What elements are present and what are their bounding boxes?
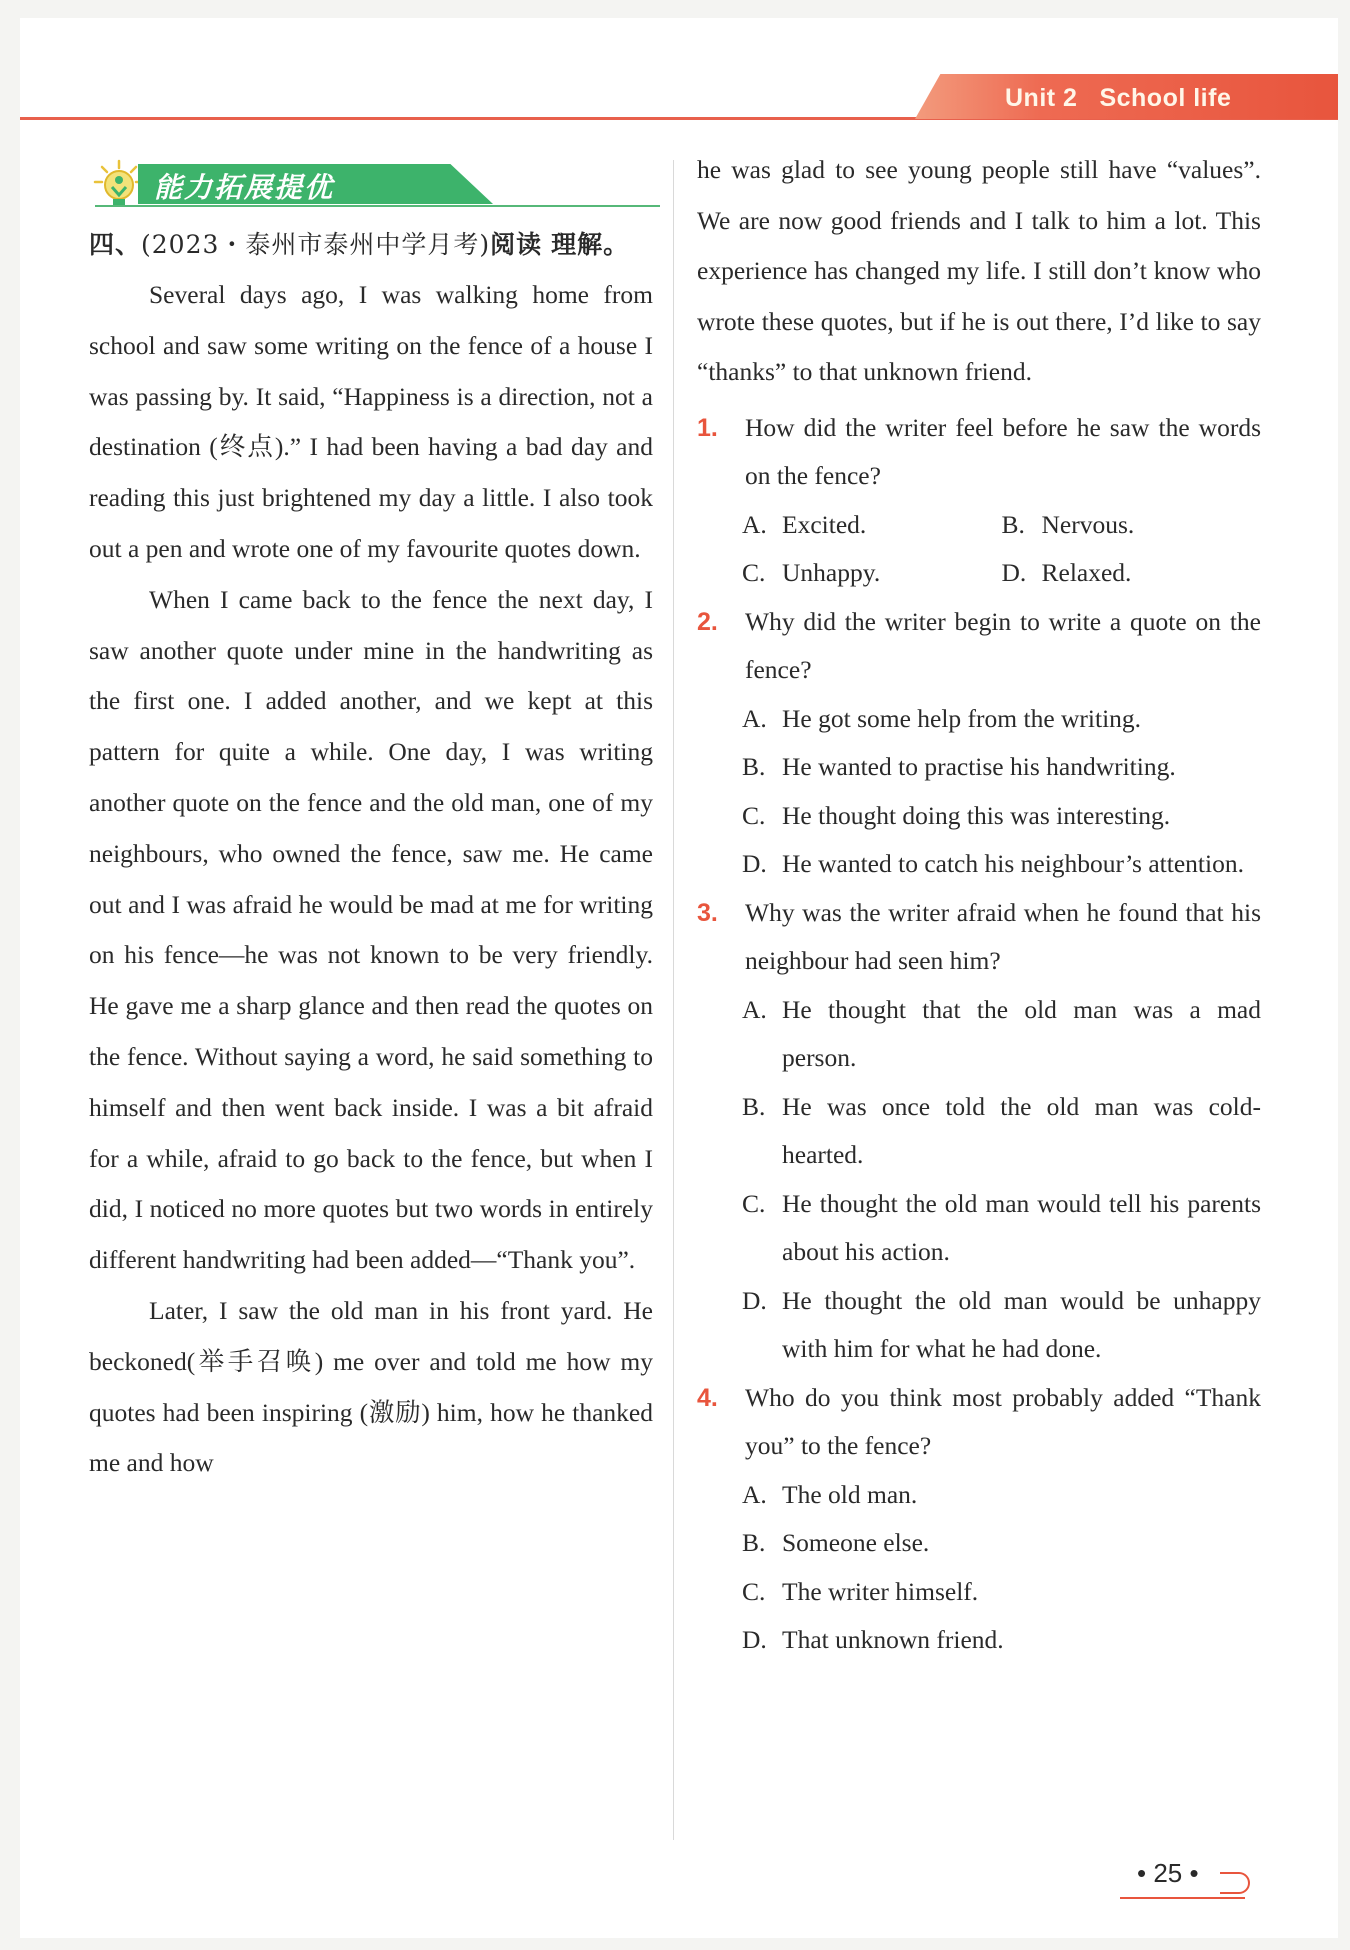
- option-text: Nervous.: [1041, 509, 1135, 539]
- passage-continued: he was glad to see young people still have “values”. We are now good friends and I talk to him a lot. This experience has changed my life. I still don’t know who wrote these quotes, but if he is out there, I’d like to say “thanks” to that unknown friend.: [697, 155, 1261, 386]
- option-letter: D.: [742, 1625, 767, 1654]
- page-arrow-icon: [1220, 1872, 1250, 1894]
- question-number: 1.: [697, 413, 718, 442]
- question-text: How did the writer feel before he saw the words on the fence?: [745, 412, 1261, 490]
- passage-paragraph-1: Several days ago, I was walking home from school and saw some writing on the fence of a house I was passing by. It said, “Happiness is a direction, not a destination (终点).” I had been having a bad day and reading this just brightened my day a little. I also took out a pen and wrote one of my favourite quotes down.: [89, 280, 653, 563]
- option-text: Excited.: [782, 509, 867, 539]
- option-b[interactable]: [742, 1083, 1261, 1180]
- option-letter: D.: [1001, 558, 1027, 587]
- question-2-options: [697, 695, 1261, 889]
- option-text: That unknown friend.: [782, 1625, 1004, 1654]
- task-heading: [89, 219, 653, 270]
- passage-paragraph-3: Later, I saw the old man in his front yard. He beckoned(举手召唤) me over and told me how my quotes had been inspiring (激励) him, how he thanked me and how: [89, 1295, 653, 1478]
- option-b[interactable]: [1002, 501, 1262, 550]
- option-letter: A.: [742, 509, 767, 539]
- column-divider: [673, 160, 674, 1840]
- question-number: 4.: [697, 1383, 718, 1412]
- option-a[interactable]: [742, 986, 1261, 1083]
- task-title-part2: 理解。: [551, 230, 630, 259]
- option-letter: C.: [742, 1576, 766, 1606]
- question-text: Who do you think most probably added “Thank you” to the fence?: [745, 1382, 1261, 1460]
- section-badge: [90, 158, 660, 208]
- option-a[interactable]: [742, 695, 1261, 744]
- question-1: [697, 404, 1261, 501]
- option-text: Someone else.: [782, 1528, 930, 1557]
- question-4-options: [697, 1471, 1261, 1665]
- question-text: Why did the writer begin to write a quote on the fence?: [745, 606, 1261, 684]
- option-d[interactable]: [742, 840, 1261, 889]
- option-c[interactable]: [742, 792, 1261, 841]
- badge-underline: [95, 205, 660, 207]
- option-letter: A.: [742, 1479, 767, 1509]
- option-letter: B.: [742, 752, 766, 781]
- option-letter: B.: [1001, 509, 1025, 539]
- option-letter: D.: [742, 849, 767, 878]
- option-letter: C.: [742, 800, 766, 830]
- task-number: 四、: [89, 230, 142, 259]
- option-text: The writer himself.: [782, 1576, 979, 1606]
- option-letter: A.: [742, 703, 767, 733]
- option-letter: C.: [742, 558, 766, 587]
- question-3: [697, 889, 1261, 986]
- question-1-options: [697, 501, 1261, 598]
- option-text: He thought the old man would tell his parents about his action.: [782, 1188, 1261, 1266]
- option-text: He thought doing this was interesting.: [782, 800, 1171, 830]
- option-text: He got some help from the writing.: [782, 703, 1142, 733]
- left-column: [89, 219, 653, 1489]
- option-d[interactable]: [742, 1616, 1261, 1665]
- option-letter: C.: [742, 1188, 766, 1218]
- option-text: He wanted to practise his handwriting.: [782, 752, 1176, 781]
- option-text: He wanted to catch his neighbour’s attention.: [782, 849, 1244, 878]
- option-c[interactable]: [742, 549, 1002, 598]
- option-d[interactable]: [1002, 549, 1262, 598]
- page-number-underline: [1120, 1897, 1245, 1899]
- badge-label: 能力拓展提优: [154, 171, 335, 204]
- question-3-options: [697, 986, 1261, 1374]
- option-b[interactable]: [742, 1519, 1261, 1568]
- option-text: The old man.: [782, 1479, 918, 1509]
- option-c[interactable]: [742, 1568, 1261, 1617]
- option-text: He was once told the old man was cold-hearted.: [782, 1091, 1261, 1169]
- page-number: • 25 •: [1137, 1858, 1199, 1888]
- option-letter: A.: [742, 994, 767, 1024]
- question-2: [697, 598, 1261, 695]
- passage-paragraph-2: When I came back to the fence the next day, I saw another quote under mine in the handwriting as the first one. I added another, and we kept at this pattern for quite a while. One day, I was writing another quote on the fence and the old man, one of my neighbours, who owned the fence, saw me. He came out and I was afraid he would be mad at me for writing on his fence—he was not known to be very friendly. He gave me a sharp glance and then read the quotes on the fence. Without saying a word, he said something to himself and then went back inside. I was a bit afraid for a while, afraid to go back to the fence, but when I did, I noticed no more quotes but two words in entirely different handwriting had been added—“Thank you”.: [89, 584, 653, 1275]
- question-4: [697, 1374, 1261, 1471]
- question-text: Why was the writer afraid when he found that his neighbour had seen him?: [745, 897, 1261, 975]
- task-title-part1: 阅读: [490, 230, 543, 259]
- option-a[interactable]: [742, 501, 1002, 550]
- unit-title: School life: [1099, 83, 1232, 112]
- option-text: Unhappy.: [782, 558, 881, 587]
- question-number: 2.: [697, 607, 718, 636]
- unit-number: Unit 2: [1005, 83, 1078, 112]
- option-a[interactable]: [742, 1471, 1261, 1520]
- task-source: (2023・泰州市泰州中学月考): [141, 230, 491, 259]
- option-c[interactable]: [742, 1180, 1261, 1277]
- right-column: [697, 145, 1261, 1665]
- option-letter: D.: [742, 1285, 767, 1315]
- option-text: He thought that the old man was a mad person.: [782, 994, 1261, 1072]
- option-letter: B.: [742, 1528, 766, 1557]
- option-text: Relaxed.: [1041, 558, 1132, 587]
- option-b[interactable]: [742, 743, 1261, 792]
- question-number: 3.: [697, 898, 718, 927]
- option-letter: B.: [742, 1091, 766, 1121]
- unit-header: [1005, 80, 1231, 116]
- option-text: He thought the old man would be unhappy with him for what he had done.: [782, 1285, 1261, 1363]
- option-d[interactable]: [742, 1277, 1261, 1374]
